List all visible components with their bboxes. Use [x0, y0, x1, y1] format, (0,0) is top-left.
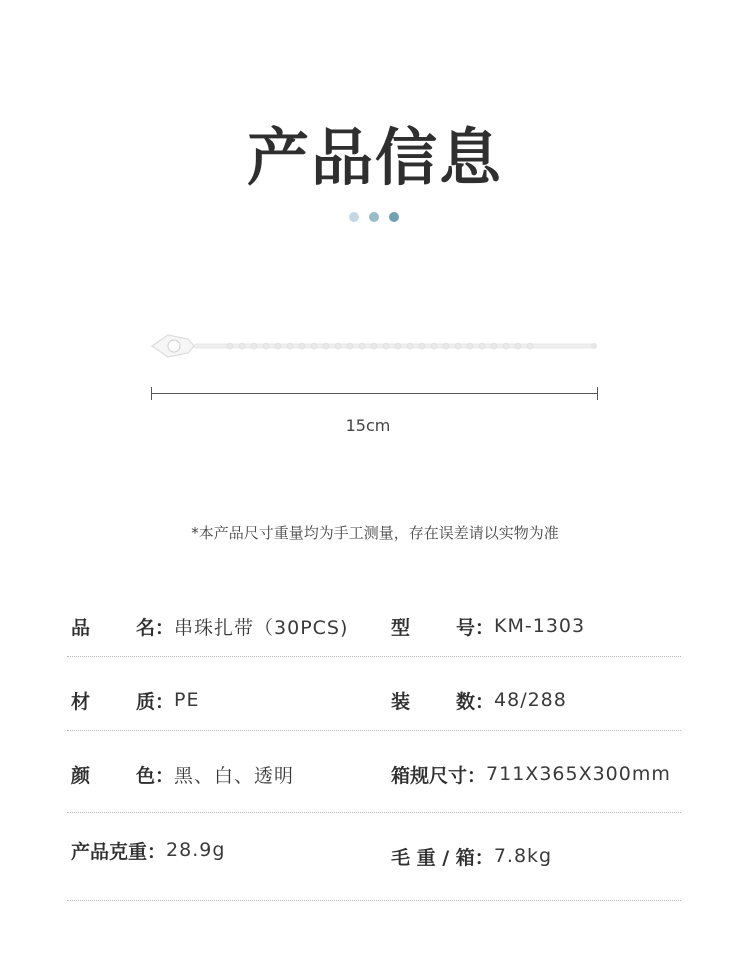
measurement-note: *本产品尺寸重量均为手工测量，存在误差请以实物为准 — [191, 524, 559, 542]
spec-value: 串珠扎带（30PCS) — [174, 616, 349, 639]
spec-value: 黑、白、透明 — [174, 764, 295, 787]
spec-value: 711X365X300mm — [486, 763, 671, 785]
spec-label: 型 号 — [391, 616, 475, 639]
spec-row — [67, 754, 681, 794]
spec-label: 装 数 — [391, 690, 475, 713]
divider — [67, 812, 681, 813]
spec-material: 材 质 ： PE — [71, 680, 199, 720]
divider — [67, 656, 681, 657]
spec-value: 28.9g — [166, 839, 226, 861]
dot-3 — [389, 212, 399, 222]
spec-label: 材 质 — [71, 690, 155, 713]
measure-tick-right — [597, 387, 598, 400]
divider — [67, 730, 681, 731]
dot-2 — [369, 212, 379, 222]
spec-model: 型 号 ： KM-1303 — [391, 606, 585, 646]
page-title: 产品信息 — [246, 121, 503, 194]
spec-gross-weight: 毛 重 / 箱 ： 7.8kg — [391, 836, 552, 876]
spec-quantity: 装 数 ： 48/288 — [391, 680, 567, 720]
spec-value: 48/288 — [494, 689, 567, 711]
spec-row — [67, 830, 681, 870]
spec-label: 产品克重 — [71, 840, 148, 863]
spec-product-weight: 产品克重 ： 28.9g — [71, 830, 225, 870]
spec-row — [67, 680, 681, 720]
spec-label: 箱规尺寸 — [391, 764, 468, 787]
beaded-cable-tie-image — [150, 330, 600, 362]
spec-value: PE — [174, 689, 200, 711]
divider — [67, 900, 681, 901]
measure-line — [151, 393, 598, 394]
spec-row — [67, 606, 681, 646]
spec-name: 品 名 ： 串珠扎带（30PCS) — [71, 606, 348, 646]
spec-label: 颜 色 — [71, 764, 155, 787]
spec-label: 品 名 — [71, 616, 155, 639]
dot-1 — [349, 212, 359, 222]
measure-label: 15cm — [345, 416, 391, 435]
spec-carton-size: 箱规尺寸 ： 711X365X300mm — [391, 754, 671, 794]
spec-value: 7.8kg — [493, 845, 553, 867]
spec-label: 毛 重 / 箱 — [391, 846, 475, 869]
spec-color: 颜 色 ： 黑、白、透明 — [71, 754, 294, 794]
spec-value: KM-1303 — [494, 615, 586, 637]
decorative-dots — [349, 212, 399, 222]
